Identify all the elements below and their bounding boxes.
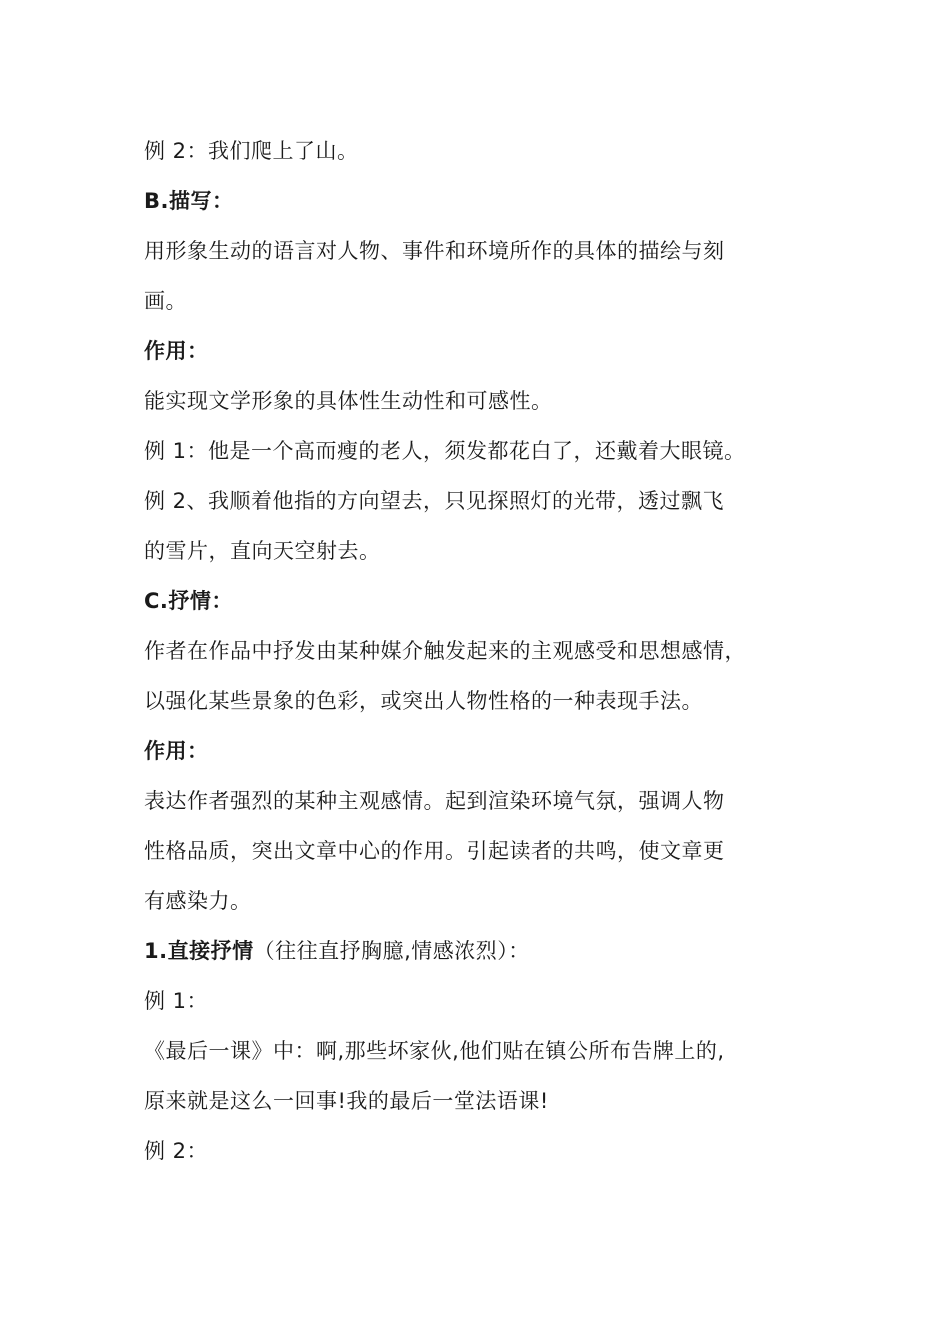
section-heading: B.描写：: [144, 189, 234, 213]
text-line: 能实现文学形象的具体性生动性和可感性。: [144, 389, 553, 413]
numbered-heading: [144, 926, 844, 976]
text-line: 画。: [144, 289, 187, 313]
numbered-heading-note: （往往直抒胸臆,情感浓烈）：: [253, 939, 530, 963]
document-page: [144, 126, 844, 1176]
text-line: 《最后一课》中：啊,那些坏家伙,他们贴在镇公所布告牌上的,: [144, 1039, 725, 1063]
subheading: 作用：: [144, 339, 209, 363]
text-line: 例 2、我顺着他指的方向望去，只见探照灯的光带，透过飘飞: [144, 489, 725, 513]
text-line: 有感染力。: [144, 889, 252, 913]
section-heading: C.抒情：: [144, 589, 233, 613]
text-line: 用形象生动的语言对人物、事件和环境所作的具体的描绘与刻: [144, 239, 725, 263]
text-line: 作者在作品中抒发由某种媒介触发起来的主观感受和思想感情，: [144, 639, 746, 663]
text-line: 的雪片，直向天空射去。: [144, 539, 381, 563]
text-line: 例 2：我们爬上了山。: [144, 139, 359, 163]
text-line: 性格品质，突出文章中心的作用。引起读者的共鸣，使文章更: [144, 839, 725, 863]
text-line: 例 1：他是一个高而瘦的老人，须发都花白了，还戴着大眼镜。: [144, 439, 746, 463]
text-line: 以强化某些景象的色彩，或突出人物性格的一种表现手法。: [144, 689, 703, 713]
text-line: 例 2：: [144, 1139, 209, 1163]
text-line: 例 1：: [144, 989, 209, 1013]
text-line: 原来就是这么一回事!我的最后一堂法语课!: [144, 1089, 549, 1113]
subheading: 作用：: [144, 739, 209, 763]
numbered-heading-title: 1.直接抒情: [144, 939, 254, 963]
text-line: 表达作者强烈的某种主观感情。起到渲染环境气氛，强调人物: [144, 789, 725, 813]
